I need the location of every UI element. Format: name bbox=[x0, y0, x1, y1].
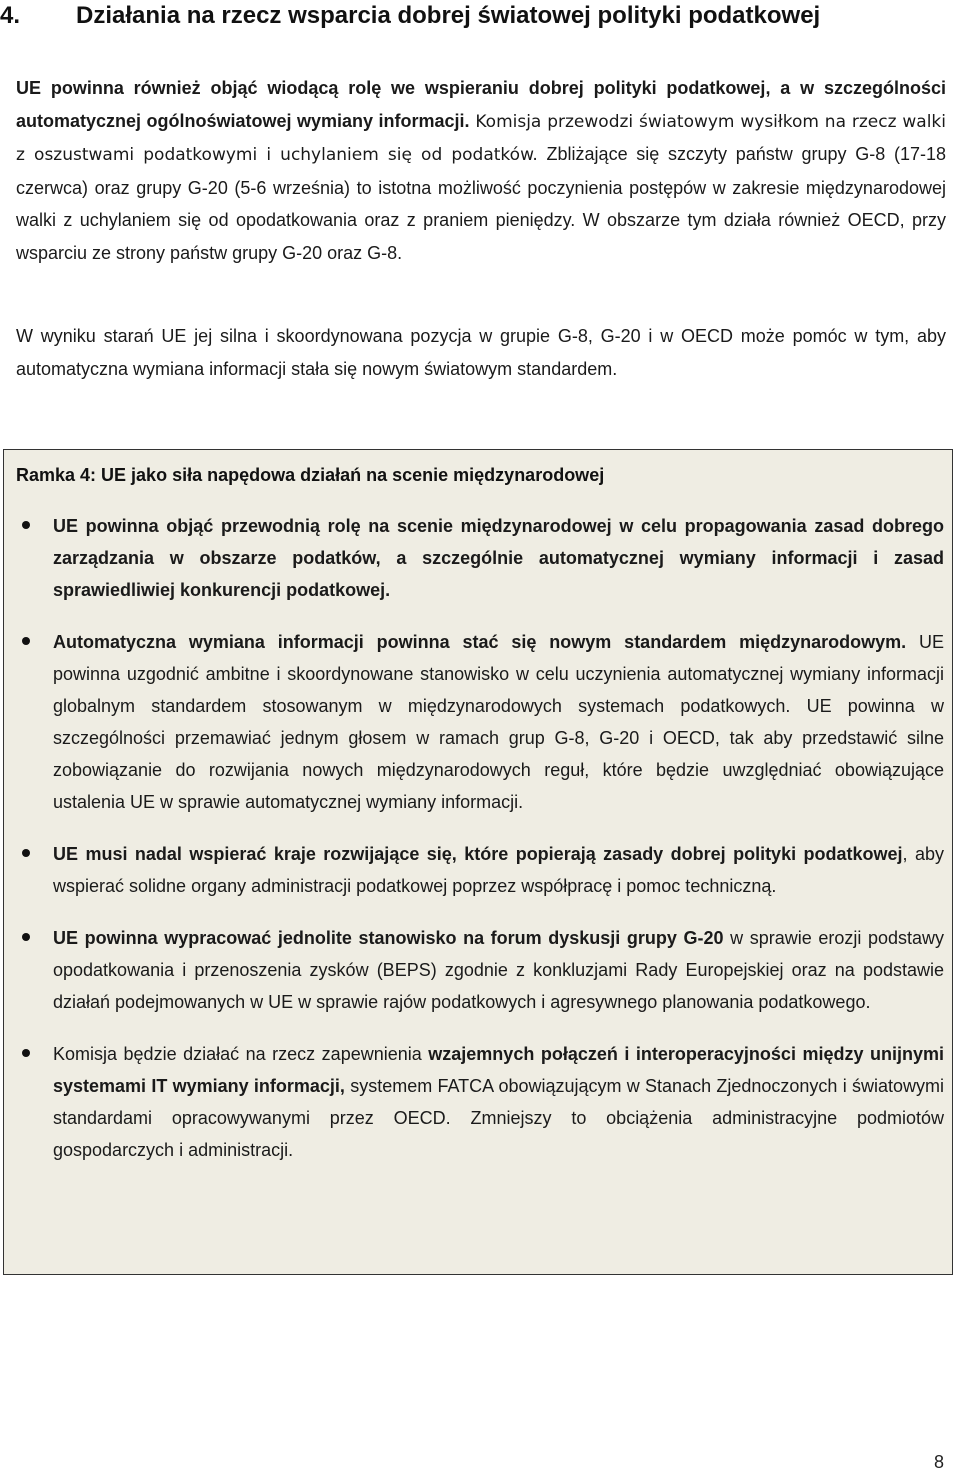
bullet-item bbox=[4, 838, 954, 902]
bullet-text: UE powinna uzgodnić ambitne i skoordynowane stanowisko w celu uczynienia automatycznej wymiany informacji globalnym standardem stosowanym w międzynarodowych systemach podatkowych. UE powinna w szczególności przemawiać jednym głosem w ramach grup G-8, G-20 i OECD, tak aby przedstawić silne zobowiązanie do rozwijania nowych międzynarodowych reguł, które będzie uwzględniać obowiązujące ustalenia UE w sprawie automatycznej wymiany informacji. bbox=[53, 632, 944, 812]
bullet-item bbox=[4, 922, 954, 1018]
section-title: Działania na rzecz wsparcia dobrej światowej polityki podatkowej bbox=[76, 2, 821, 29]
paragraph-1-bold-intro: UE powinna również objąć wiodącą rolę we wspieraniu dobrej polityki podatkowej, a w szczególności automatycznej ogólnoświatowej wymiany informacji. bbox=[16, 78, 946, 131]
box-title: Ramka 4: UE jako siła napędowa działań na scenie międzynarodowej bbox=[16, 465, 605, 485]
bullet-item bbox=[4, 1038, 954, 1166]
paragraph-1-rest: Zbliżające się szczyty państw grupy G-8 (17-18 czerwca) oraz grupy G-20 (5-6 września) to istotna możliwość poczynienia postępów w zakresie międzynarodowej walki z uchylaniem się od opodatkowania oraz z praniem pieniędzy. W obszarze tym działa również OECD, przy wsparciu ze strony państw grupy G-20 oraz G-8. bbox=[16, 144, 946, 263]
box-bullet-list bbox=[4, 510, 954, 1186]
bullet-text: Komisja będzie działać na rzecz zapewnienia bbox=[53, 1044, 429, 1064]
bullet-text: systemem FATCA obowiązującym w Stanach Zjednoczonych i światowymi standardami opracowywanymi przez OECD. Zmniejszy to obciążenia administracyjne podmiotów gospodarczych i administracji. bbox=[53, 1076, 944, 1160]
bullet-dot-icon bbox=[22, 933, 30, 941]
bullet-dot-icon bbox=[22, 849, 30, 857]
bullet-dot-icon bbox=[22, 637, 30, 645]
bullet-text: , aby wspierać solidne organy administracji podatkowej poprzez współpracę i pomoc techniczną. bbox=[53, 844, 944, 896]
paragraph-2: W wyniku starań UE jej silna i skoordynowana pozycja w grupie G-8, G-20 i w OECD może pomóc w tym, aby automatyczna wymiana informacji stała się nowym światowym standardem. bbox=[16, 326, 946, 379]
bullet-item bbox=[4, 510, 954, 606]
paragraph-1-commission-sentence: Komisja przewodzi światowym wysiłkom na rzecz walki z oszustwami podatkowymi i uchylaniem się od podatków. bbox=[16, 111, 946, 165]
section-heading bbox=[0, 0, 960, 32]
bullet-dot-icon bbox=[22, 1049, 30, 1057]
bullet-bold-text: UE powinna objąć przewodnią rolę na scenie międzynarodowej w celu propagowania zasad dobrego zarządzania w obszarze podatków, a szczególnie automatycznej wymiany informacji i zasad sprawiedliwiej konkurencji podatkowej. bbox=[53, 516, 944, 600]
box-4 bbox=[3, 449, 953, 1275]
bullet-bold-text: UE musi nadal wspierać kraje rozwijające się, które popierają zasady dobrej polityki podatkowej bbox=[53, 844, 903, 864]
section-number: 4. bbox=[0, 2, 21, 29]
bullet-dot-icon bbox=[22, 521, 30, 529]
bullet-bold-text: UE powinna wypracować jednolite stanowisko na forum dyskusji grupy G-20 bbox=[53, 928, 724, 948]
bullet-bold-text: wzajemnych połączeń i interoperacyjności między unijnymi systemami IT wymiany informacji, bbox=[53, 1044, 944, 1096]
bullet-bold-text: Automatyczna wymiana informacji powinna stać się nowym standardem międzynarodowym. bbox=[53, 632, 907, 652]
page-number: 8 bbox=[934, 1452, 945, 1472]
bullet-text: w sprawie erozji podstawy opodatkowania i przenoszenia zysków (BEPS) zgodnie z konkluzjami Rady Europejskiej oraz na podstawie działań podejmowanych w UE w sprawie rajów podatkowych i agresywnego planowania podatkowego. bbox=[53, 928, 944, 1012]
paragraph-1 bbox=[16, 72, 946, 269]
bullet-item bbox=[4, 626, 954, 818]
